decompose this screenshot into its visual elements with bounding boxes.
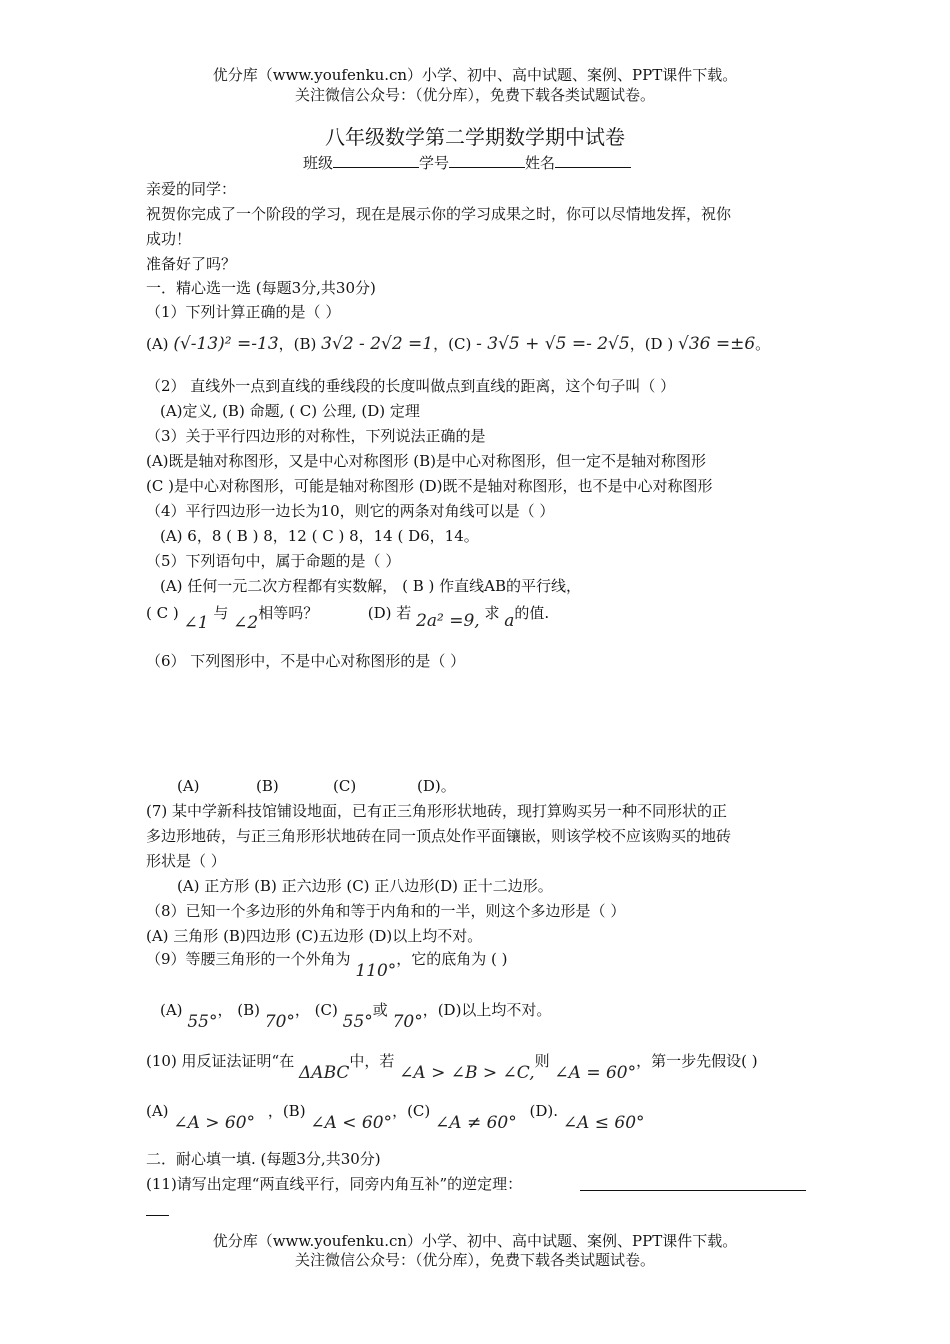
q10-option-b-label: ，(B) [267,1102,306,1120]
q6-label-d: (D)。 [417,777,456,795]
header-line-2: 关注微信公众号：（优分库），免费下载各类试题试卷。 [294,86,655,104]
q9-option-c-label: ， (C) [294,1001,338,1019]
q7-line-1: (7) 某中学新科技馆铺设地面，已有正三角形形状地砖，现打算购买另一种不同形状的正 [146,802,728,820]
q3-options-cd: (C )是中心对称图形，可能是轴对称图形 (D)既不是轴对称图形，也不是中心对称图形 [146,477,713,495]
footer-line-2: 关注微信公众号：（优分库），免费下载各类试题试卷。 [294,1251,655,1269]
q1-option-c-label: (C) [448,335,472,353]
q10-then: 则 [534,1052,550,1070]
q1-option-d-math: √36 =±6 [677,334,756,354]
q5-options-cd [146,604,549,634]
q9-option-b-label: ， (B) [217,1001,260,1019]
q8-options: (A) 三角形 (B)四边形 (C)五边形 (D)以上均不对。 [146,927,483,945]
q10-conclusion: ∠A = 60° [554,1063,637,1083]
q3-stem: （3）关于平行四边形的对称性，下列说法正确的是 [146,427,486,445]
q5-option-d-end: 的值. [514,604,550,622]
intro-paragraph-2: 成功！ [146,230,192,248]
q6-label-c: (C) [333,777,357,795]
q6-label-a: (A) [177,777,200,795]
q3-options-ab: (A)既是轴对称图形，又是中心对称图形 (B)是中心对称图形，但一定不是轴对称图形 [146,452,707,470]
q1-option-a-math: (√-13)² =-13 [173,334,279,354]
q5-angle-2: ∠2 [233,613,259,633]
q1-options: (A) (√-13)² =-13，(B) 3√2 - 2√2 =1，(C) - 3√5 + √5 =- 2√5，(D ) √36 =±6。 [146,334,771,354]
q10-option-a-math: ∠A > 60° [173,1113,256,1133]
q10-options [146,1102,645,1132]
section-2-heading: 二．耐心填一填. (每题3分,共30分) [146,1150,381,1168]
q10-option-d-label: (D). [529,1102,559,1120]
q6-stem: （6） 下列图形中，不是中心对称图形的是（ ） [146,652,466,670]
q9-option-c-math-2: 70° [392,1012,423,1032]
q2-options: (A)定义, (B) 命题, ( C) 公理, (D) 定理 [160,402,420,420]
q9-option-a-label: (A) [160,1001,183,1019]
section-1-heading: 一．精心选一选 (每题3分,共30分) [146,279,376,297]
q5-option-c-text: 相等吗？ [258,604,319,622]
q10-stem-c: ，第一步先假设( ) [636,1052,758,1070]
q5-options-ab: (A) 任何一元二次方程都有实数解， ( B ) 作直线AB的平行线， [160,577,581,595]
q5-stem: （5）下列语句中，属于命题的是（ ） [146,552,401,570]
q10-triangle: ΔABC [299,1063,350,1083]
q5-option-d-label: (D) 若 [367,604,412,622]
q10-option-b-math: ∠A < 60° [310,1113,393,1133]
q9-option-a-math: 55° [187,1012,218,1032]
q7-line-3: 形状是（ ） [146,852,226,870]
q10-option-d-math: ∠A ≤ 60° [562,1113,645,1133]
q9-stem-end: ，它的底角为 ( ) [396,950,508,968]
name-label: 姓名 [525,154,556,172]
class-label: 班级 [303,154,334,172]
intro-greeting: 亲爱的同学： [146,180,237,198]
q8-stem: （8）已知一个多边形的外角和等于内角和的一半，则这个多边形是（ ） [146,902,626,920]
q4-options: (A) 6，8 ( B ) 8，12 ( C ) 8，14 ( D6，14。 [160,527,479,545]
class-blank [333,153,419,168]
q5-option-d-qiu: 求 [484,604,500,622]
q5-option-c-label: ( C ) [146,604,179,622]
q1-option-b-label: (B) [293,335,317,353]
q1-option-b-math: 3√2 - 2√2 =1 [321,334,434,354]
footer-line-1: 优分库（www.youfenku.cn）小学、初中、高中试题、案例、PPT课件下载。 [212,1232,738,1250]
q6-label-b: (B) [256,777,279,795]
q2-stem: （2） 直线外一点到直线的垂线段的长度叫做点到直线的距离，这个句子叫（ ） [146,377,676,395]
q10-stem-b: 中，若 [349,1052,395,1070]
q5-angle-1: ∠1 [183,613,209,633]
q11-answer-line [580,1190,806,1191]
q10-option-c-math: ∠A ≠ 60° [435,1113,517,1133]
q9-stem: （9）等腰三角形的一个外角为 [146,950,351,968]
q10-stem-line [146,1052,758,1082]
page-title: 八年级数学第二学期数学期中试卷 [325,125,625,149]
q1-option-c-math: - 3√5 + √5 =- 2√5 [476,334,630,354]
q11-answer-line-cont [146,1215,169,1216]
q9-or: 或 [372,1001,388,1019]
student-info [303,153,631,172]
q11-stem: (11)请写出定理“两直线平行，同旁内角互补”的逆定理： [146,1175,523,1193]
header-line-1: 优分库（www.youfenku.cn）小学、初中、高中试题、案例、PPT课件下载。 [212,66,738,84]
q5-option-d-math: 2a² =9, [416,611,480,631]
q1-stem: （1）下列计算正确的是（ ） [146,303,341,321]
intro-paragraph-1: 祝贺你完成了一个阶段的学习，现在是展示你的学习成果之时，你可以尽情地发挥，祝你 [146,205,732,223]
q9-option-d: ，(D)以上均不对。 [422,1001,552,1019]
q9-angle: 110° [355,961,397,981]
q10-condition: ∠A > ∠B > ∠C, [399,1063,535,1083]
q5-with: 与 [213,604,229,622]
q10-stem-a: (10) 用反证法证明“在 [146,1052,295,1070]
id-blank [449,153,525,168]
q9-stem-line [146,950,508,980]
q1-option-d-label: (D ) [644,335,674,353]
q9-option-b-math: 70° [264,1012,295,1032]
q9-options [160,1001,551,1031]
q5-option-d-var: a [504,611,515,631]
q4-stem: （4）平行四边形一边长为10，则它的两条对角线可以是（ ） [146,502,555,520]
q9-option-c-math-1: 55° [342,1012,373,1032]
q10-option-a-label: (A) [146,1102,169,1120]
q10-option-c-label: ，(C) [392,1102,431,1120]
q7-options: (A) 正方形 (B) 正六边形 (C) 正八边形(D) 正十二边形。 [177,877,553,895]
id-label: 学号 [419,154,450,172]
q1-option-a-label: (A) [146,335,169,353]
name-blank [555,153,631,168]
intro-ready: 准备好了吗？ [146,255,237,273]
q7-line-2: 多边形地砖，与正三角形形状地砖在同一顶点处作平面镶嵌，则该学校不应该购买的地砖 [146,827,732,845]
